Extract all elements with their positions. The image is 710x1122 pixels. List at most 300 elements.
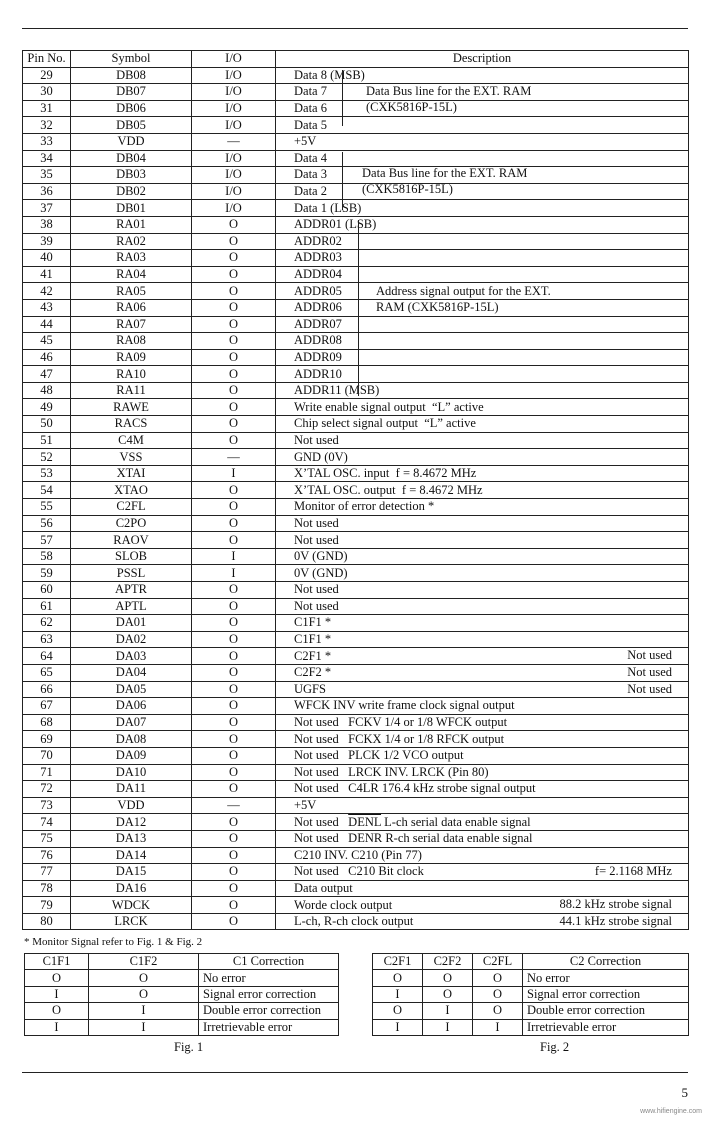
pin-cell: 36 xyxy=(23,183,71,200)
description-cell xyxy=(276,316,689,333)
pin-cell: 42 xyxy=(23,283,71,300)
pin-cell: 75 xyxy=(23,830,71,847)
fig2-table xyxy=(372,953,689,1036)
overlined-signal: DENR xyxy=(348,831,383,846)
fig1-cell: I xyxy=(25,1019,89,1035)
pin-cell: 32 xyxy=(23,117,71,134)
table-row xyxy=(23,84,689,101)
fig1-header: C1 Correction xyxy=(199,954,339,970)
symbol-cell: C4M xyxy=(71,432,192,449)
pin-cell: 56 xyxy=(23,515,71,532)
bracket-address xyxy=(358,220,359,396)
desc-text: L-ch, R-ch clock output xyxy=(294,914,414,929)
symbol-cell: XTAI xyxy=(71,465,192,482)
fig1-row xyxy=(25,970,339,986)
pin-cell: 44 xyxy=(23,316,71,333)
table-row xyxy=(23,382,689,399)
header-io: I/O xyxy=(192,51,276,68)
table-row xyxy=(23,565,689,582)
fig2-cell: Signal error correction xyxy=(523,986,689,1002)
io-cell: I xyxy=(192,565,276,582)
desc-text: ADDR09 xyxy=(294,349,342,364)
fig1-caption: Fig. 1 xyxy=(174,1040,204,1054)
fig2-header: C2 Correction xyxy=(523,954,689,970)
io-cell: O xyxy=(192,299,276,316)
fig1-row xyxy=(25,986,339,1002)
pin-cell: 41 xyxy=(23,266,71,283)
fig2-row xyxy=(373,986,689,1002)
fig2-header: C2F1 xyxy=(373,954,423,970)
symbol-cell: DA04 xyxy=(71,664,192,681)
io-cell: O xyxy=(192,382,276,399)
symbol-cell: DA16 xyxy=(71,880,192,897)
table-row xyxy=(23,482,689,499)
desc-text: +5V xyxy=(294,134,317,149)
io-cell: O xyxy=(192,864,276,881)
pin-table-body xyxy=(23,67,689,930)
table-row xyxy=(23,133,689,150)
io-cell: — xyxy=(192,133,276,150)
symbol-cell: XTAO xyxy=(71,482,192,499)
pin-cell: 66 xyxy=(23,681,71,698)
symbol-cell: DA07 xyxy=(71,714,192,731)
table-row xyxy=(23,349,689,366)
description-cell xyxy=(276,747,689,764)
desc-text: Data 7 xyxy=(294,84,327,99)
io-cell: O xyxy=(192,897,276,914)
fig1-cell: I xyxy=(89,1019,199,1035)
fig2-cell: O xyxy=(373,970,423,986)
desc-text: ADDR07 xyxy=(294,316,342,331)
fig1-cell: O xyxy=(89,986,199,1002)
desc-text: 1/2 VCO output xyxy=(380,748,464,763)
description-cell xyxy=(276,698,689,715)
symbol-cell: APTR xyxy=(71,582,192,599)
io-cell: — xyxy=(192,449,276,466)
footnote: * Monitor Signal refer to Fig. 1 & Fig. 2 xyxy=(24,936,203,948)
table-row xyxy=(23,681,689,698)
description-cell xyxy=(276,830,689,847)
io-cell: O xyxy=(192,615,276,632)
symbol-cell: DA09 xyxy=(71,747,192,764)
io-cell: I xyxy=(192,465,276,482)
desc-text: Data 3 xyxy=(294,167,327,182)
symbol-cell: DA10 xyxy=(71,764,192,781)
description-cell xyxy=(276,631,689,648)
symbol-cell: RACS xyxy=(71,416,192,433)
fig2-cell: I xyxy=(473,1019,523,1035)
io-cell: O xyxy=(192,416,276,433)
pin-cell: 59 xyxy=(23,565,71,582)
desc-text: L-ch serial data enable signal xyxy=(381,814,531,829)
overlined-signal: PLCK xyxy=(348,748,381,763)
io-cell: I/O xyxy=(192,200,276,217)
symbol-cell: DB06 xyxy=(71,100,192,117)
io-cell: I xyxy=(192,548,276,565)
description-cell xyxy=(276,731,689,748)
symbol-cell: RAWE xyxy=(71,399,192,416)
symbol-cell: DA12 xyxy=(71,814,192,831)
header-pin: Pin No. xyxy=(23,51,71,68)
desc-text: Not used xyxy=(294,532,339,547)
fig2-cell: I xyxy=(373,986,423,1002)
symbol-cell: C2FL xyxy=(71,499,192,516)
table-row xyxy=(23,233,689,250)
description-cell xyxy=(276,266,689,283)
symbol-cell: RA10 xyxy=(71,366,192,383)
symbol-cell: DA06 xyxy=(71,698,192,715)
desc-right-note: Not used xyxy=(627,664,672,679)
io-cell: O xyxy=(192,233,276,250)
desc-text: INV write frame clock signal output xyxy=(330,698,515,713)
pin-cell: 64 xyxy=(23,648,71,665)
fig1-cell: O xyxy=(89,970,199,986)
desc-right-note: Not used xyxy=(627,681,672,696)
desc-prefix: Not used xyxy=(294,748,349,763)
table-row xyxy=(23,316,689,333)
table-row xyxy=(23,100,689,117)
desc-text: UGFS xyxy=(294,681,326,696)
symbol-cell: SLOB xyxy=(71,548,192,565)
io-cell: I/O xyxy=(192,183,276,200)
fig1-cell: I xyxy=(25,986,89,1002)
fig2-cell: No error xyxy=(523,970,689,986)
table-row xyxy=(23,548,689,565)
description-cell xyxy=(276,515,689,532)
description-cell xyxy=(276,449,689,466)
symbol-cell: DB01 xyxy=(71,200,192,217)
symbol-cell: DA01 xyxy=(71,615,192,632)
table-row xyxy=(23,250,689,267)
description-cell xyxy=(276,349,689,366)
watermark: www.hifiengine.com xyxy=(640,1108,702,1115)
description-cell xyxy=(276,847,689,864)
description-cell xyxy=(276,216,689,233)
desc-text: ADDR11 (MSB) xyxy=(294,383,380,398)
pin-cell: 43 xyxy=(23,299,71,316)
table-row xyxy=(23,698,689,715)
pin-cell: 33 xyxy=(23,133,71,150)
description-cell xyxy=(276,913,689,930)
io-cell: O xyxy=(192,847,276,864)
description-cell xyxy=(276,648,689,665)
desc-text: Not used xyxy=(294,582,339,597)
desc-text: X’TAL OSC. output f = 8.4672 MHz xyxy=(294,482,483,497)
pin-cell: 68 xyxy=(23,714,71,731)
fig1-cell: I xyxy=(89,1003,199,1019)
desc-right-note: 44.1 kHz strobe signal xyxy=(559,913,672,928)
desc-prefix: Not used xyxy=(294,831,349,846)
description-cell xyxy=(276,117,689,134)
pin-cell: 55 xyxy=(23,499,71,516)
io-cell: O xyxy=(192,764,276,781)
desc-text: Not used FCKV 1/4 or 1/8 WFCK output xyxy=(294,715,508,730)
desc-text: Not used FCKX 1/4 or 1/8 RFCK output xyxy=(294,731,505,746)
fig1-header: C1F1 xyxy=(25,954,89,970)
io-cell: O xyxy=(192,830,276,847)
desc-text: C2F2 * xyxy=(294,665,332,680)
fig2-cell: I xyxy=(373,1019,423,1035)
symbol-cell: DA14 xyxy=(71,847,192,864)
symbol-cell: RA06 xyxy=(71,299,192,316)
table-row xyxy=(23,200,689,217)
io-cell: O xyxy=(192,781,276,798)
desc-text: ADDR05 xyxy=(294,283,342,298)
desc-text: 0V (GND) xyxy=(294,549,348,564)
table-row xyxy=(23,864,689,881)
description-cell xyxy=(276,615,689,632)
fig2-cell: O xyxy=(473,986,523,1002)
io-cell: O xyxy=(192,582,276,599)
symbol-cell: RA05 xyxy=(71,283,192,300)
pin-cell: 80 xyxy=(23,913,71,930)
pin-cell: 71 xyxy=(23,764,71,781)
pin-cell: 79 xyxy=(23,897,71,914)
pin-cell: 51 xyxy=(23,432,71,449)
fig1-cell: No error xyxy=(199,970,339,986)
table-row xyxy=(23,913,689,930)
io-cell: — xyxy=(192,797,276,814)
io-cell: O xyxy=(192,532,276,549)
description-cell xyxy=(276,664,689,681)
desc-text: Write enable signal output “L” active xyxy=(294,399,484,414)
table-row xyxy=(23,648,689,665)
bottom-rule xyxy=(22,1072,688,1073)
description-cell xyxy=(276,200,689,217)
desc-text: ADDR01 (LSB) xyxy=(294,217,377,232)
io-cell: O xyxy=(192,664,276,681)
table-row xyxy=(23,598,689,615)
desc-text: Data 1 (LSB) xyxy=(294,200,362,215)
page-number: 5 xyxy=(681,1085,688,1100)
io-cell: O xyxy=(192,515,276,532)
fig1-cell: Irretrievable error xyxy=(199,1019,339,1035)
description-cell xyxy=(276,897,689,914)
io-cell: O xyxy=(192,316,276,333)
bracket-ram-bus-2 xyxy=(342,152,343,210)
table-row xyxy=(23,897,689,914)
table-row xyxy=(23,117,689,134)
pin-cell: 38 xyxy=(23,216,71,233)
description-cell xyxy=(276,714,689,731)
overlined-signal: C210 xyxy=(294,847,322,862)
io-cell: I/O xyxy=(192,84,276,101)
desc-text: Data 5 xyxy=(294,117,327,132)
description-cell xyxy=(276,582,689,599)
table-row xyxy=(23,333,689,350)
io-cell: I/O xyxy=(192,67,276,84)
pin-cell: 65 xyxy=(23,664,71,681)
description-cell xyxy=(276,797,689,814)
table-row xyxy=(23,499,689,516)
symbol-cell: DA13 xyxy=(71,830,192,847)
io-cell: O xyxy=(192,399,276,416)
desc-right-note: Not used xyxy=(627,648,672,663)
desc-text: ADDR03 xyxy=(294,250,342,265)
description-cell xyxy=(276,233,689,250)
table-row xyxy=(23,532,689,549)
table-row xyxy=(23,731,689,748)
io-cell: O xyxy=(192,349,276,366)
table-row xyxy=(23,399,689,416)
symbol-cell: DA03 xyxy=(71,648,192,665)
pin-cell: 72 xyxy=(23,781,71,798)
desc-text: Not used xyxy=(294,432,339,447)
table-row xyxy=(23,747,689,764)
description-cell xyxy=(276,250,689,267)
desc-right-note: f= 2.1168 MHz xyxy=(594,864,672,879)
pin-cell: 63 xyxy=(23,631,71,648)
desc-text: +5V xyxy=(294,798,317,813)
header-description: Description xyxy=(276,51,689,68)
pin-cell: 70 xyxy=(23,747,71,764)
table-row xyxy=(23,67,689,84)
description-cell xyxy=(276,366,689,383)
pin-cell: 31 xyxy=(23,100,71,117)
pin-cell: 39 xyxy=(23,233,71,250)
symbol-cell: RA07 xyxy=(71,316,192,333)
header-symbol: Symbol xyxy=(71,51,192,68)
desc-text: INV. LRCK (Pin 80) xyxy=(381,764,489,779)
symbol-cell: DA05 xyxy=(71,681,192,698)
symbol-cell: DA15 xyxy=(71,864,192,881)
fig1-row xyxy=(25,1003,339,1019)
io-cell: O xyxy=(192,366,276,383)
table-row xyxy=(23,366,689,383)
io-cell: O xyxy=(192,283,276,300)
table-row xyxy=(23,183,689,200)
table-row xyxy=(23,847,689,864)
table-row xyxy=(23,781,689,798)
symbol-cell: PSSL xyxy=(71,565,192,582)
desc-text: 0V (GND) xyxy=(294,565,348,580)
description-cell xyxy=(276,399,689,416)
symbol-cell: DB07 xyxy=(71,84,192,101)
description-cell xyxy=(276,133,689,150)
desc-text: Data output xyxy=(294,880,353,895)
fig1-row xyxy=(25,1019,339,1035)
description-cell xyxy=(276,482,689,499)
fig1-header: C1F2 xyxy=(89,954,199,970)
symbol-cell: APTL xyxy=(71,598,192,615)
overlined-signal: DENL xyxy=(348,814,382,829)
io-cell: O xyxy=(192,432,276,449)
symbol-cell: DA08 xyxy=(71,731,192,748)
description-cell xyxy=(276,465,689,482)
description-cell xyxy=(276,432,689,449)
description-cell xyxy=(276,333,689,350)
description-cell xyxy=(276,532,689,549)
fig2-cell: O xyxy=(473,1003,523,1019)
symbol-cell: RA01 xyxy=(71,216,192,233)
description-cell xyxy=(276,880,689,897)
symbol-cell: DA11 xyxy=(71,781,192,798)
io-cell: O xyxy=(192,631,276,648)
table-row xyxy=(23,615,689,632)
io-cell: O xyxy=(192,598,276,615)
desc-text: Data 4 xyxy=(294,150,327,165)
fig2-cell: O xyxy=(423,970,473,986)
symbol-cell: WDCK xyxy=(71,897,192,914)
symbol-cell: C2PO xyxy=(71,515,192,532)
table-header-row xyxy=(23,51,689,68)
pin-cell: 47 xyxy=(23,366,71,383)
fig1-table xyxy=(24,953,339,1036)
desc-text: Data 8 (MSB) xyxy=(294,67,365,82)
desc-text: ADDR04 xyxy=(294,267,342,282)
io-cell: I/O xyxy=(192,150,276,167)
fig2-cell: Double error correction xyxy=(523,1003,689,1019)
description-cell xyxy=(276,67,689,84)
description-cell xyxy=(276,814,689,831)
io-cell: O xyxy=(192,216,276,233)
desc-text: ADDR10 xyxy=(294,366,342,381)
description-cell xyxy=(276,382,689,399)
desc-right-note: 88.2 kHz strobe signal xyxy=(559,897,672,912)
io-cell: O xyxy=(192,698,276,715)
fig2-cell: I xyxy=(423,1019,473,1035)
pin-cell: 53 xyxy=(23,465,71,482)
io-cell: I/O xyxy=(192,117,276,134)
desc-prefix: Not used xyxy=(294,764,349,779)
symbol-cell: DB04 xyxy=(71,150,192,167)
desc-text: Not used C210 Bit clock xyxy=(294,864,424,879)
desc-text: INV. C210 (Pin 77) xyxy=(321,847,422,862)
table-row xyxy=(23,830,689,847)
table-row xyxy=(23,150,689,167)
io-cell: O xyxy=(192,714,276,731)
description-cell xyxy=(276,499,689,516)
symbol-cell: DA02 xyxy=(71,631,192,648)
io-cell: O xyxy=(192,913,276,930)
address-note: Address signal output for the EXT. RAM (CXK5816P-15L) xyxy=(376,284,551,314)
table-row xyxy=(23,631,689,648)
pin-cell: 61 xyxy=(23,598,71,615)
table-row xyxy=(23,216,689,233)
pin-cell: 74 xyxy=(23,814,71,831)
desc-text: Chip select signal output “L” active xyxy=(294,416,476,431)
pin-cell: 46 xyxy=(23,349,71,366)
pin-cell: 45 xyxy=(23,333,71,350)
pin-cell: 60 xyxy=(23,582,71,599)
io-cell: O xyxy=(192,250,276,267)
desc-text: ADDR06 xyxy=(294,300,342,315)
pin-cell: 57 xyxy=(23,532,71,549)
description-cell xyxy=(276,565,689,582)
fig2-row xyxy=(373,1003,689,1019)
symbol-cell: DB08 xyxy=(71,67,192,84)
fig2-row xyxy=(373,1019,689,1035)
symbol-cell: RA11 xyxy=(71,382,192,399)
pin-cell: 76 xyxy=(23,847,71,864)
desc-text: ADDR08 xyxy=(294,333,342,348)
pin-cell: 73 xyxy=(23,797,71,814)
table-row xyxy=(23,714,689,731)
table-row xyxy=(23,465,689,482)
table-row xyxy=(23,432,689,449)
fig2-row xyxy=(373,970,689,986)
description-cell xyxy=(276,781,689,798)
desc-text: R-ch serial data enable signal xyxy=(382,831,533,846)
pin-cell: 29 xyxy=(23,67,71,84)
table-row xyxy=(23,664,689,681)
pin-cell: 69 xyxy=(23,731,71,748)
table-row xyxy=(23,582,689,599)
symbol-cell: RA04 xyxy=(71,266,192,283)
io-cell: O xyxy=(192,333,276,350)
pin-cell: 67 xyxy=(23,698,71,715)
symbol-cell: VSS xyxy=(71,449,192,466)
